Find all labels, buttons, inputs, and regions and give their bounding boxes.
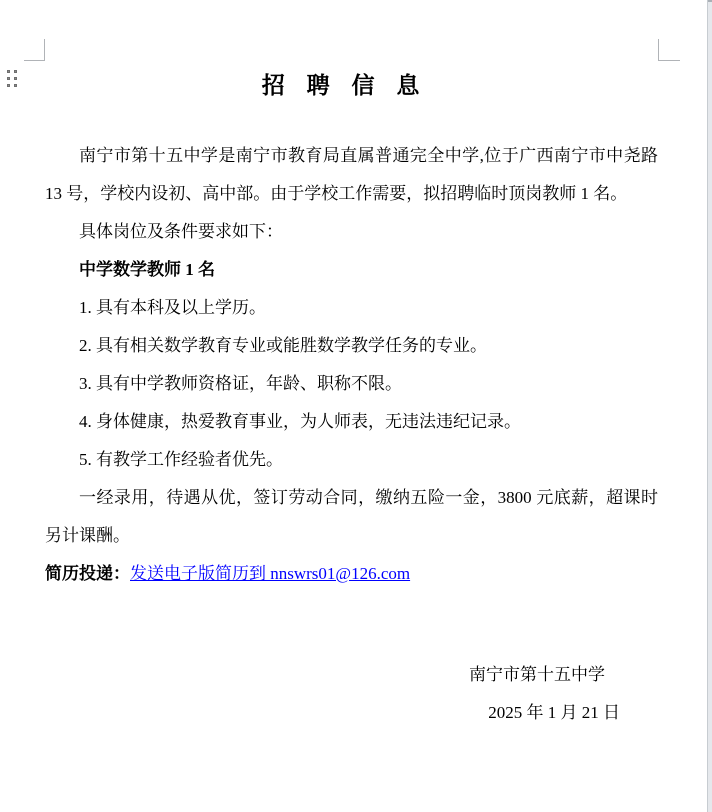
document-title: 招聘信息 [261,73,442,98]
margin-corner-top-left-icon [24,39,45,61]
signature: 南宁市第十五中学 [469,665,605,684]
drag-handle-icon[interactable] [7,70,17,87]
margin-corner-top-right-icon [658,39,680,61]
requirement-item: 3. 具有中学教师资格证，年龄、职称不限。 [79,374,402,393]
requirements-intro: 具体岗位及条件要求如下： [79,222,283,241]
closing-block [45,656,658,732]
signature-date: 2025 年 1 月 21 日 [488,703,620,722]
position-heading: 中学数学教师 1 名 [79,260,215,279]
requirement-item: 2. 具有相关数学教育专业或能胜数学教学任务的专业。 [79,336,487,355]
document-body [45,62,658,732]
offer-paragraph: 一经录用，待遇从优，签订劳动合同，缴纳五险一金，3800 元底薪，超课时另计课酬。 [45,488,658,545]
resume-email-link[interactable]: 发送电子版简历到 nnswrs01@126.com [130,564,411,583]
resume-line [45,555,658,593]
requirement-item: 4. 身体健康，热爱教育事业，为人师表，无违法违纪记录。 [79,412,521,431]
scrollbar-cap [708,0,712,2]
requirement-item: 1. 具有本科及以上学历。 [79,298,266,317]
requirement-item: 5. 有教学工作经验者优先。 [79,450,283,469]
resume-label: 简历投递： [45,564,130,583]
scrollbar-track[interactable] [707,0,712,812]
intro-paragraph: 南宁市第十五中学是南宁市教育局直属普通完全中学,位于广西南宁市中尧路 13 号，学校内设初、高中部。由于学校工作需要，拟招聘临时顶岗教师 1 名。 [45,146,658,203]
